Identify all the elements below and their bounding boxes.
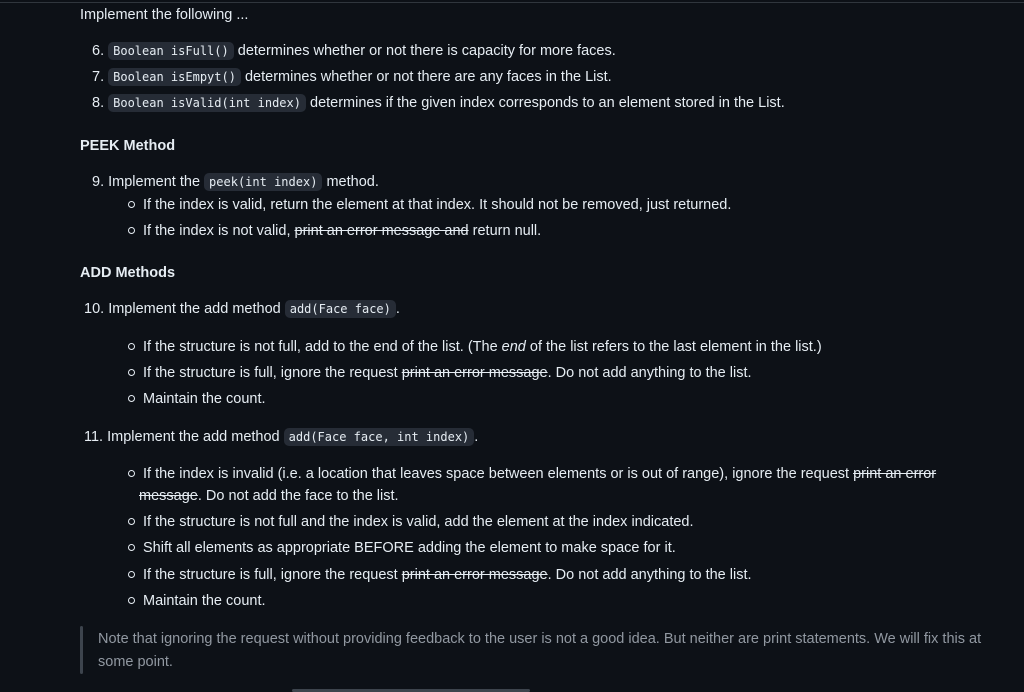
list-item-text: Implement the add method <box>107 429 280 445</box>
bullet-text: If the index is valid, return the element at that index. It should not be removed, just returned. <box>143 197 732 213</box>
inline-code: peek(int index) <box>204 173 322 191</box>
bullet-circle-icon <box>128 201 135 208</box>
bullet-continuation <box>139 485 399 507</box>
strikethrough-text: print an error <box>853 466 937 482</box>
strikethrough-text: print an error message <box>401 567 548 583</box>
bullet-circle-icon <box>128 227 135 234</box>
bullet-item <box>128 362 752 384</box>
list-item-9 <box>92 173 379 191</box>
bullet-circle-icon <box>128 369 135 376</box>
list-item-text: . <box>474 429 479 445</box>
bullet-circle-icon <box>128 470 135 477</box>
inline-code: Boolean isEmpyt() <box>108 68 241 86</box>
list-number: 8. <box>92 95 105 111</box>
bullet-circle-icon <box>128 395 135 402</box>
bullet-text: Maintain the count. <box>143 391 266 407</box>
bullet-circle-icon <box>128 343 135 350</box>
bullet-text: If the index is not valid, <box>143 223 291 239</box>
bullet-circle-icon <box>128 571 135 578</box>
list-number: 7. <box>92 69 105 85</box>
inline-code: add(Face face) <box>285 300 396 318</box>
bullet-item <box>128 388 266 410</box>
bullet-item <box>128 564 752 586</box>
note-blockquote <box>80 626 1010 674</box>
list-number: 10. <box>84 301 105 317</box>
bullet-item <box>128 537 676 559</box>
bullet-circle-icon <box>128 597 135 604</box>
bullet-text: If the structure is not full, add to the end of the list. (The <box>143 339 498 355</box>
list-item-text: . <box>395 301 400 317</box>
bullet-text: of the list refers to the last element in the list.) <box>529 339 822 355</box>
emphasis-text: end <box>501 339 526 355</box>
list-item-text: method. <box>326 174 379 190</box>
list-item-text: determines if the given index corresponds to an element stored in the List. <box>310 95 785 111</box>
strikethrough-text: print an error message <box>401 365 548 381</box>
bullet-item <box>128 511 694 533</box>
list-number: 11. <box>84 429 104 445</box>
bullet-text: If the structure is full, ignore the request <box>143 365 398 381</box>
bullet-item <box>128 194 731 216</box>
bullet-item <box>128 220 541 242</box>
list-item-text: determines whether or not there are any faces in the List. <box>244 69 612 85</box>
list-item-8 <box>92 94 785 112</box>
section-heading-add: ADD Methods <box>80 265 176 281</box>
bullet-text: return null. <box>472 223 542 239</box>
list-item-11 <box>84 428 478 446</box>
list-item-text: determines whether or not there is capacity for more faces. <box>237 43 616 59</box>
strikethrough-text: message <box>139 488 198 504</box>
list-item-text: Implement the add method <box>108 301 281 317</box>
bullet-text: . Do not add anything to the list. <box>547 567 752 583</box>
bullet-text: . Do not add anything to the list. <box>547 365 752 381</box>
bullet-text: . Do not add the face to the list. <box>197 488 399 504</box>
bullet-text: Maintain the count. <box>143 593 266 609</box>
intro-text: Implement the following ... <box>80 7 249 23</box>
list-number: 9. <box>92 174 105 190</box>
section-heading-peek: PEEK Method <box>80 138 176 154</box>
strikethrough-text: print an error message and <box>294 223 469 239</box>
inline-code: Boolean isFull() <box>108 42 234 60</box>
inline-code: Boolean isValid(int index) <box>108 94 306 112</box>
bullet-item <box>128 463 936 485</box>
top-divider <box>0 2 1024 3</box>
bullet-item <box>128 590 266 612</box>
blockquote-bar <box>80 626 83 674</box>
bullet-text: If the structure is not full and the index is valid, add the element at the index indicated. <box>143 514 694 530</box>
bullet-text: If the structure is full, ignore the request <box>143 567 398 583</box>
bullet-text: If the index is invalid (i.e. a location that leaves space between elements or is out of range), ignore the request <box>143 466 850 482</box>
bullet-circle-icon <box>128 544 135 551</box>
bullet-item <box>128 336 822 358</box>
list-item-7 <box>92 68 612 86</box>
list-item-10 <box>84 300 400 318</box>
list-item-6 <box>92 42 616 60</box>
list-number: 6. <box>92 43 105 59</box>
bullet-circle-icon <box>128 518 135 525</box>
inline-code: add(Face face, int index) <box>284 428 475 446</box>
note-text: Note that ignoring the request without providing feedback to the user is not a good idea. But neither are print statements. We will fix this at some point. <box>98 631 982 670</box>
list-item-text: Implement the <box>108 174 201 190</box>
bullet-text: Shift all elements as appropriate BEFORE adding the element to make space for it. <box>143 540 676 556</box>
